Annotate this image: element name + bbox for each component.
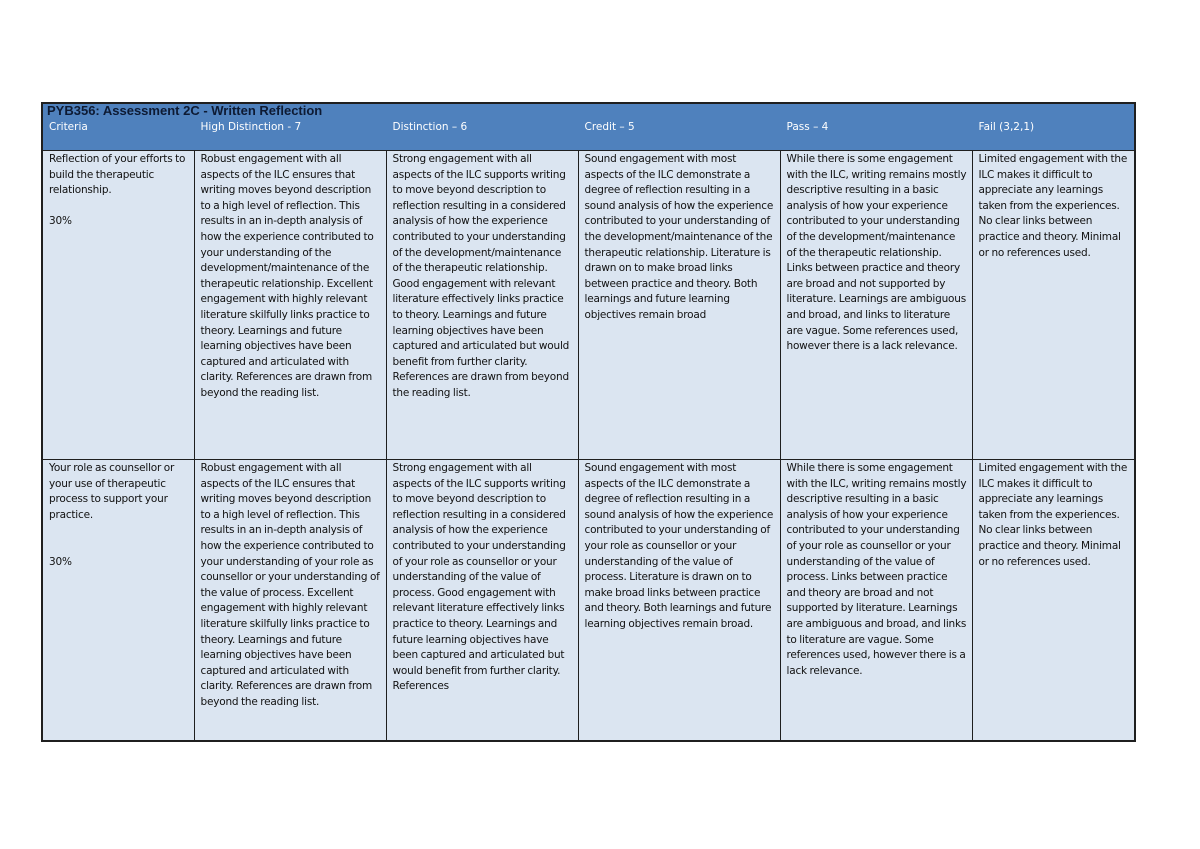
header-pass: Pass – 4 <box>780 118 972 151</box>
high-distinction-cell: Robust engagement with all aspects of the ILC ensures that writing moves beyond description to a high level of reflection. This results in an in-depth analysis of how the experience contributed to your understanding of the development/maintenance of the therapeutic relationship. Excellent engagement with highly relevant literature skilfully links practice to theory. Learnings and future learning objectives have been captured and articulated with clarity. References are drawn from beyond the reading list. <box>194 151 386 460</box>
fail-cell: Limited engagement with the ILC makes it difficult to appreciate any learnings taken from the experiences. No clear links between practice and theory. Minimal or no references used. <box>972 460 1135 742</box>
criterion-cell <box>42 151 194 460</box>
fail-cell: Limited engagement with the ILC makes it difficult to appreciate any learnings taken from the experiences. No clear links between practice and theory. Minimal or no references used. <box>972 151 1135 460</box>
table-row <box>42 460 1135 742</box>
distinction-cell: Strong engagement with all aspects of the ILC supports writing to move beyond description to reflection resulting in a considered analysis of how the experience contributed to your understanding of the development/maintenance of the therapeutic relationship. Good engagement with relevant literature effectively links practice to theory. Learnings and future learning objectives have been captured and articulated but would benefit from further clarity. References are drawn from beyond the reading list. <box>386 151 578 460</box>
criterion-text: Your role as counsellor or your use of therapeutic process to support your practice. <box>49 462 175 521</box>
header-row <box>42 118 1135 151</box>
header-distinction: Distinction – 6 <box>386 118 578 151</box>
header-credit: Credit – 5 <box>578 118 780 151</box>
pass-cell: While there is some engagement with the ILC, writing remains mostly descriptive resulting in a basic analysis of how your experience contributed to your understanding of your role as counsellor or your understanding of the value of process. Links between practice and theory are broad and not supported by literature. Learnings are ambiguous and broad, and links to literature are vague. Some references used, however there is a lack relevance. <box>780 460 972 742</box>
header-high-distinction: High Distinction - 7 <box>194 118 386 151</box>
rubric-title: PYB356: Assessment 2C - Written Reflection <box>42 103 1135 118</box>
criterion-cell <box>42 460 194 742</box>
assessment-rubric-table <box>41 102 1136 742</box>
criterion-weight: 30% <box>49 215 72 228</box>
header-criteria: Criteria <box>42 118 194 151</box>
criterion-text: Reflection of your efforts to build the therapeutic relationship. <box>49 153 186 197</box>
title-row <box>42 103 1135 118</box>
table-row <box>42 151 1135 460</box>
header-fail: Fail (3,2,1) <box>972 118 1135 151</box>
high-distinction-cell: Robust engagement with all aspects of the ILC ensures that writing moves beyond description to a high level of reflection. This results in an in-depth analysis of how the experience contributed to your understanding of your role as counsellor or your understanding of the value of process. Excellent engagement with highly relevant literature skilfully links practice to theory. Learnings and future learning objectives have been captured and articulated with clarity. References are drawn from beyond the reading list. <box>194 460 386 742</box>
criterion-weight: 30% <box>49 555 72 568</box>
distinction-cell: Strong engagement with all aspects of the ILC supports writing to move beyond description to reflection resulting in a considered analysis of how the experience contributed to your understanding of your role as counsellor or your understanding of the value of process. Good engagement with relevant literature effectively links practice to theory. Learnings and future learning objectives have been captured and articulated but would benefit from further clarity. References <box>386 460 578 742</box>
pass-cell: While there is some engagement with the ILC, writing remains mostly descriptive resulting in a basic analysis of how your experience contributed to your understanding of the development/maintenance of the therapeutic relationship. Links between practice and theory are broad and not supported by literature. Learnings are ambiguous and broad, and links to literature are vague. Some references used, however there is a lack relevance. <box>780 151 972 460</box>
credit-cell: Sound engagement with most aspects of the ILC demonstrate a degree of reflection resulting in a sound analysis of how the experience contributed to your understanding of your role as counsellor or your understanding of the value of process. Literature is drawn on to make broad links between practice and theory. Both learnings and future learning objectives remain broad. <box>578 460 780 742</box>
credit-cell: Sound engagement with most aspects of the ILC demonstrate a degree of reflection resulting in a sound analysis of how the experience contributed to your understanding of the development/maintenance of the therapeutic relationship. Literature is drawn on to make broad links between practice and theory. Both learnings and future learning objectives remain broad <box>578 151 780 460</box>
